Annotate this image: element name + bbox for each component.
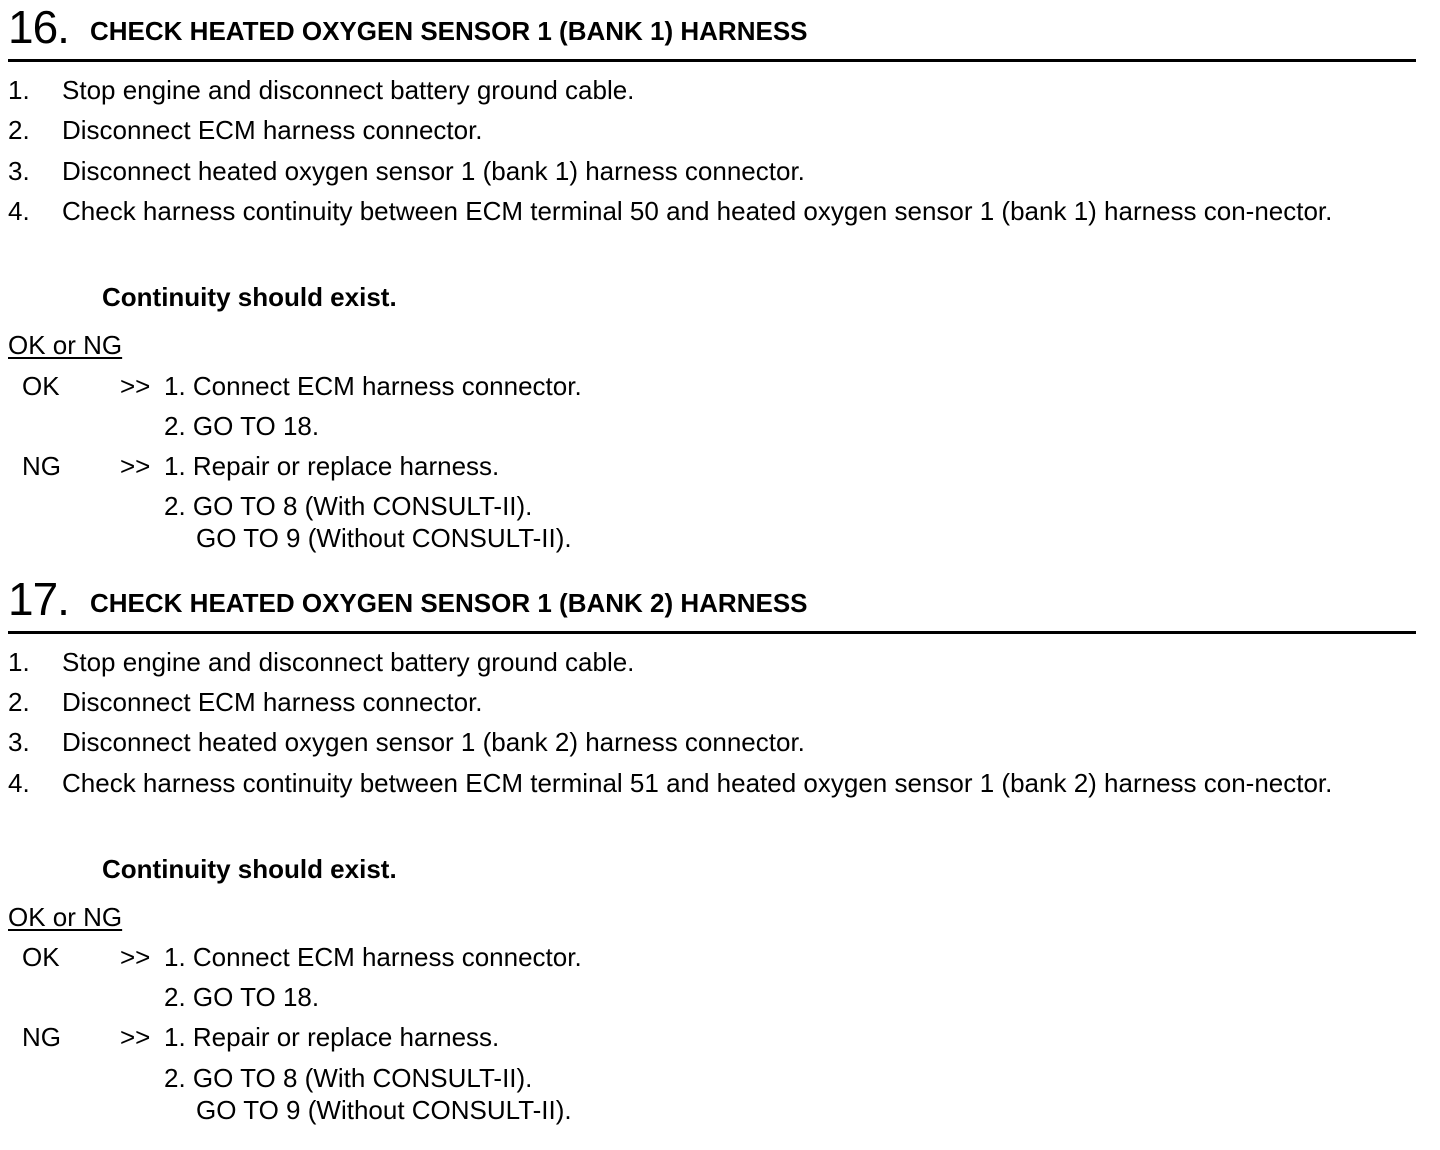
step-number: 3. [8,727,30,757]
step-number: 2. [8,115,30,145]
result-action: 1. Repair or replace harness. [164,1022,500,1052]
ok-or-ng-label: OK or NG [8,902,123,932]
step-text: Disconnect heated oxygen sensor 1 (bank 2) harness connector. [62,727,805,757]
result-code: OK [22,942,60,972]
ok-or-ng-label: OK or NG [8,330,123,360]
procedure-step [8,195,1416,227]
step-text: Disconnect ECM harness connector. [62,687,483,717]
step-text: Disconnect heated oxygen sensor 1 (bank 1) harness connector. [62,156,805,186]
step-text: Check harness continuity between ECM terminal 51 and heated oxygen sensor 1 (bank 2) harness con-nector. [62,768,1333,798]
procedure-step [8,114,1416,146]
section-heading [8,2,1416,62]
spec-text: Continuity should exist. [102,282,397,312]
result-action-continuation: GO TO 9 (Without CONSULT-II). [196,523,572,553]
result-code: NG [22,1022,61,1052]
result-action: 2. GO TO 8 (With CONSULT-II). [164,491,533,521]
step-number: 4. [8,768,30,798]
section-number: 16. [8,1,69,53]
result-action-continuation: GO TO 9 (Without CONSULT-II). [196,1095,572,1125]
step-text: Disconnect ECM harness connector. [62,115,483,145]
procedure-step [8,74,1416,106]
section-title: CHECK HEATED OXYGEN SENSOR 1 (BANK 1) HARNESS [90,16,808,46]
result-action: 1. Repair or replace harness. [164,451,500,481]
go-arrow: >> [120,371,151,401]
step-text: Stop engine and disconnect battery ground cable. [62,647,635,677]
result-code: NG [22,451,61,481]
go-arrow: >> [120,942,151,972]
spec-text: Continuity should exist. [102,854,397,884]
result-code: OK [22,371,60,401]
go-arrow: >> [120,1022,151,1052]
section-title: CHECK HEATED OXYGEN SENSOR 1 (BANK 2) HARNESS [90,588,808,618]
procedure-step [8,646,1416,678]
procedure-step [8,155,1416,187]
procedure-step [8,686,1416,718]
result-action: 1. Connect ECM harness connector. [164,371,582,401]
step-number: 2. [8,687,30,717]
step-number: 4. [8,196,30,226]
result-action: 2. GO TO 18. [164,411,320,441]
section-heading [8,574,1416,634]
step-number: 3. [8,156,30,186]
result-action: 2. GO TO 18. [164,982,320,1012]
result-action: 1. Connect ECM harness connector. [164,942,582,972]
procedure-step [8,726,1416,758]
step-number: 1. [8,647,30,677]
go-arrow: >> [120,451,151,481]
procedure-step [8,767,1416,799]
section-number: 17. [8,573,69,625]
result-action: 2. GO TO 8 (With CONSULT-II). [164,1063,533,1093]
step-text: Stop engine and disconnect battery ground cable. [62,75,635,105]
step-number: 1. [8,75,30,105]
step-text: Check harness continuity between ECM terminal 50 and heated oxygen sensor 1 (bank 1) harness con-nector. [62,196,1333,226]
